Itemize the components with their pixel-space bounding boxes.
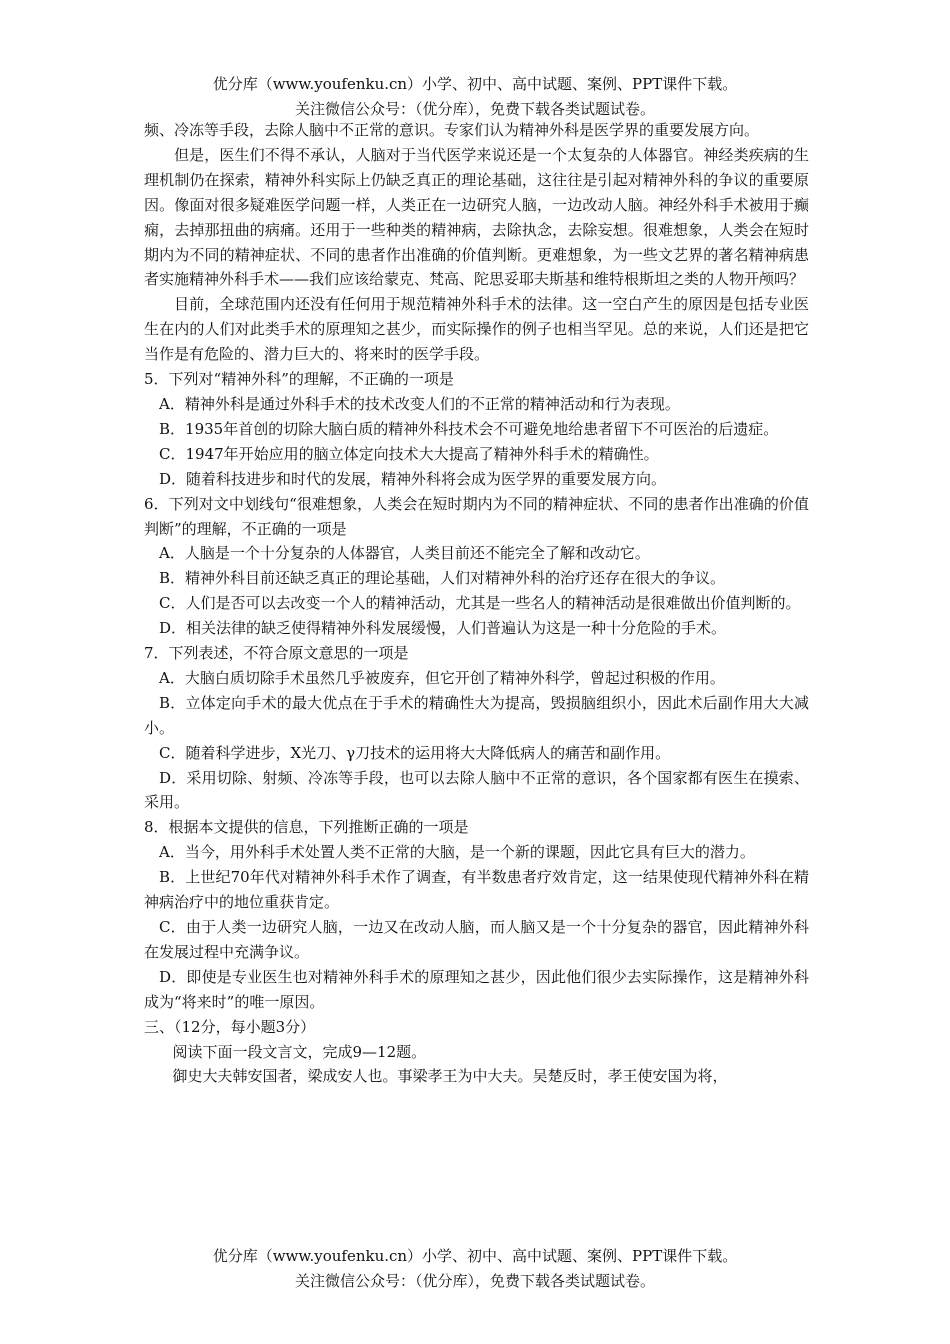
question-6-stem: 6．下列对文中划线句“很难想象，人类会在短时期内为不同的精神症状、不同的患者作出准确的价值判断”的理解，不正确的一项是 [144, 494, 809, 538]
question-6-option-b: B．精神外科目前还缺乏真正的理论基础，人们对精神外科的治疗还存在很大的争议。 [159, 569, 726, 588]
page-header [0, 72, 950, 122]
section-3-title: 三、（12分，每小题3分） [144, 1017, 316, 1036]
question-8-option-a: A．当今，用外科手术处置人类不正常的大脑，是一个新的课题，因此它具有巨大的潜力。 [159, 843, 755, 862]
question-5-stem: 5．下列对“精神外科”的理解，不正确的一项是 [144, 370, 454, 389]
question-5-option-d: D．随着科技进步和时代的发展，精神外科将会成为医学界的重要发展方向。 [159, 469, 667, 488]
question-8-option-d: D．即使是专业医生也对精神外科手术的原理知之甚少，因此他们很少去实际操作，这是精神外科成为“将来时”的唯一原因。 [144, 967, 809, 1011]
passage-paragraph-1: 频、冷冻等手段，去除人脑中不正常的意识。专家们认为精神外科是医学界的重要发展方向。 [144, 121, 760, 139]
question-8-option-b: B．上世纪70年代对精神外科手术作了调查，有半数患者疗效肯定，这一结果使现代精神外科在精神病治疗中的地位重获肯定。 [144, 868, 809, 912]
question-8-option-c: C．由于人类一边研究人脑，一边又在改动人脑，而人脑又是一个十分复杂的器官，因此精神外科在发展过程中充满争议。 [144, 918, 809, 961]
question-6-option-c: C．人们是否可以去改变一个人的精神活动，尤其是一些名人的精神活动是很难做出价值判断的。 [159, 594, 801, 613]
footer-line-2: 关注微信公众号：（优分库），免费下载各类试题试卷。 [294, 1272, 655, 1290]
header-line-2: 关注微信公众号：（优分库），免费下载各类试题试卷。 [294, 100, 655, 118]
question-5-option-b: B．1935年首创的切除大脑白质的精神外科技术会不可避免地给患者留下不可医治的后遗症。 [159, 419, 779, 438]
question-5-option-c: C．1947年开始应用的脑立体定向技术大大提高了精神外科手术的精确性。 [159, 444, 659, 463]
section-3-text: 御史大夫韩安国者，梁成安人也。事梁孝王为中大夫。吴楚反时，孝王使安国为将， [172, 1067, 728, 1086]
question-6-option-d: D．相关法律的缺乏使得精神外科发展缓慢，人们普遍认为这是一种十分危险的手术。 [159, 619, 727, 638]
question-5-option-a: A．精神外科是通过外科手术的技术改变人们的不正常的精神活动和行为表现。 [159, 394, 680, 413]
page-footer [0, 1244, 950, 1294]
page-content [144, 118, 809, 1089]
question-6-option-a: A．人脑是一个十分复杂的人体器官，人类目前还不能完全了解和改动它。 [159, 544, 650, 563]
question-7-option-d: D．采用切除、射频、冷冻等手段，也可以去除人脑中不正常的意识，各个国家都有医生在摸索、采用。 [144, 768, 809, 812]
footer-line-1: 优分库（www.youfenku.cn）小学、初中、高中试题、案例、PPT课件下载。 [212, 1247, 738, 1265]
question-8-stem: 8．根据本文提供的信息，下列推断正确的一项是 [144, 818, 469, 837]
passage-paragraph-2: 但是，医生们不得不承认，人脑对于当代医学来说还是一个太复杂的人体器官。神经类疾病的生理机制仍在探索，精神外科实际上仍缺乏真正的理论基础，这往往是引起对精神外科的争议的重要原因。像面对很多疑难医学问题一样，人类正在一边研究人脑，一边改动人脑。神经外科手术被用于癫痫，去掉那扭曲的病痛。还用于一些种类的精神病，去除执念，去除妄想。很难想象，人类会在短时期内为不同的精神症状、不同的患者作出准确的价值判断。更难想象，为一些文艺界的著名精神病患者实施精神外科手术——我们应该给蒙克、梵高、陀思妥耶夫斯基和维特根斯坦之类的人物开颅吗？ [144, 145, 809, 289]
passage-paragraph-3: 目前，全球范围内还没有任何用于规范精神外科手术的法律。这一空白产生的原因是包括专业医生在内的人们对此类手术的原理知之甚少，而实际操作的例子也相当罕见。总的来说，人们还是把它当作是有危险的、潜力巨大的、将来时的医学手段。 [144, 295, 809, 364]
question-7-stem: 7．下列表述，不符合原文意思的一项是 [144, 644, 409, 663]
section-3-instruction: 阅读下面一段文言文，完成9—12题。 [172, 1042, 427, 1061]
header-line-1: 优分库（www.youfenku.cn）小学、初中、高中试题、案例、PPT课件下载。 [212, 75, 738, 93]
question-7-option-b: B．立体定向手术的最大优点在于手术的精确性大为提高，毁损脑组织小，因此术后副作用大大减小。 [144, 693, 809, 737]
question-7-option-a: A．大脑白质切除手术虽然几乎被废弃，但它开创了精神外科学，曾起过积极的作用。 [159, 668, 725, 687]
question-7-option-c: C．随着科学进步，X光刀、γ刀技术的运用将大大降低病人的痛苦和副作用。 [159, 743, 671, 762]
